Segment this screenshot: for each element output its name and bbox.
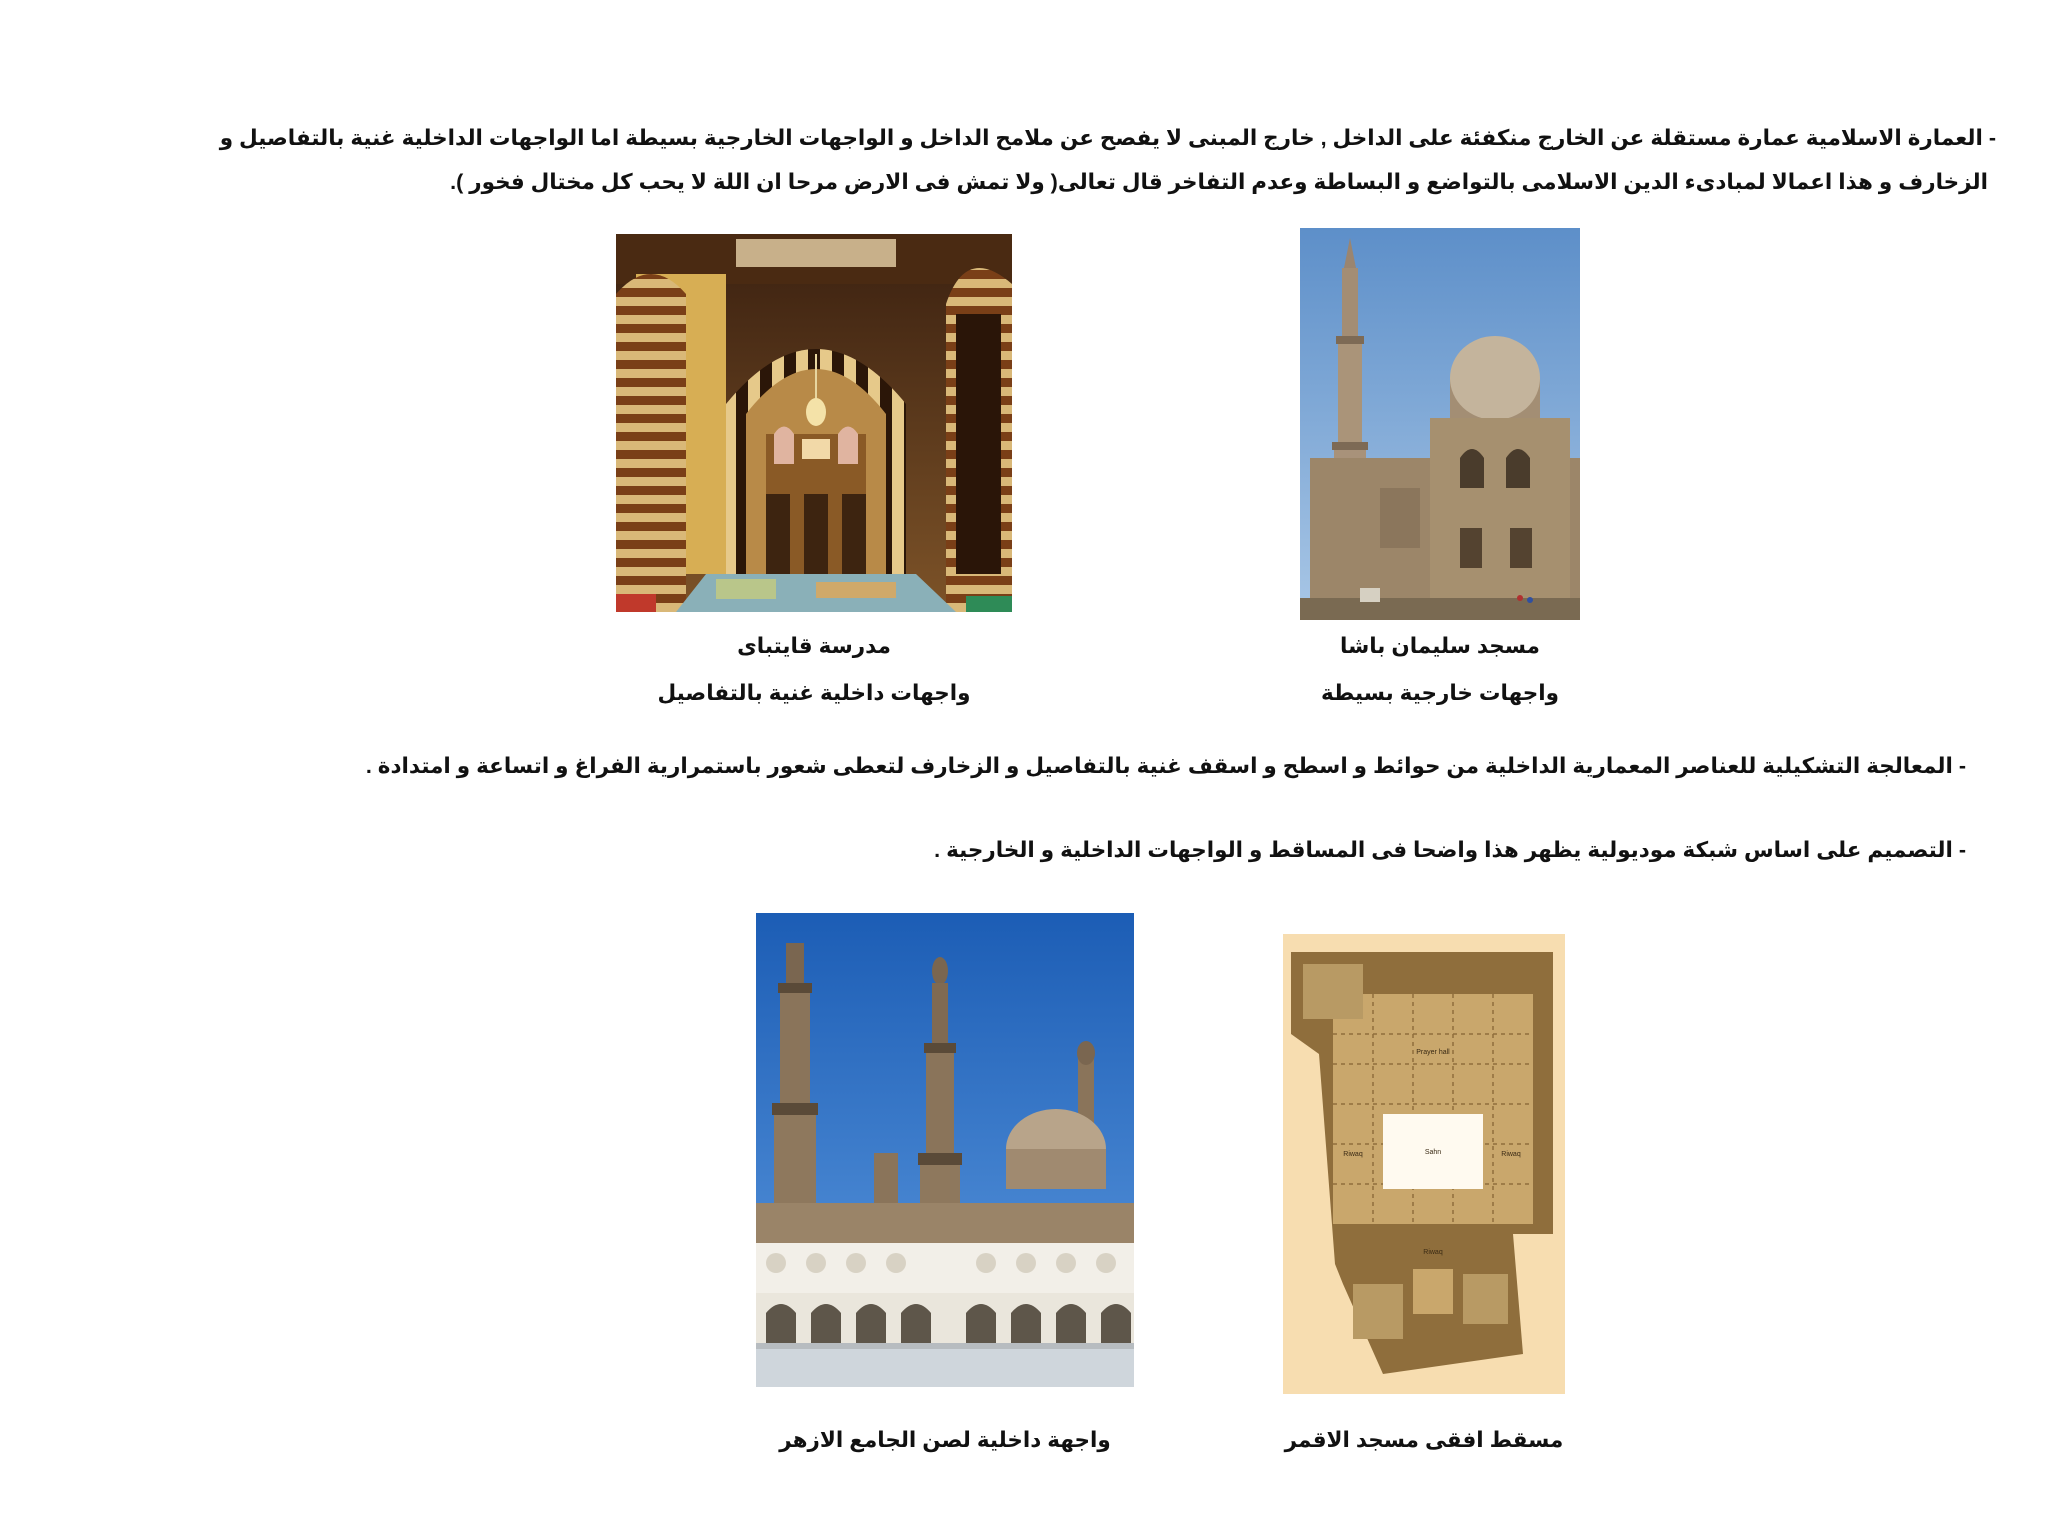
suleiman-caption-description: واجهات خارجية بسيطة (1320, 681, 1559, 705)
al-aqmar-mosque-plan (1283, 934, 1565, 1394)
plan-label-riwaq-left: Riwaq (1343, 1151, 1363, 1158)
suleiman-pasha-mosque-photo (1300, 228, 1580, 620)
intro-line-1: - العمارة الاسلامية عمارة مستقلة عن الخارج منكفئة على الداخل , خارج المبنى لا يفصح عن ملامح الداخل و الواجهات الخارجية بسيطة اما الواجهات الداخلية غنية بالتفاصيل و (219, 126, 1996, 150)
plan-label-riwaq-right: Riwaq (1501, 1151, 1521, 1158)
suleiman-caption-title: مسجد سليمان باشا (1340, 634, 1540, 658)
qaitbay-caption-description: واجهات داخلية غنية بالتفاصيل (657, 681, 971, 705)
intro-line-2: الزخارف و هذا اعمالا لمبادىء الدين الاسلامى بالتواضع و البساطة وعدم التفاخر قال تعالى( ولا تمش فى الارض مرحا ان اللة لا يحب كل مختال فخور ). (450, 170, 1988, 194)
qaitbay-madrasa-interior-photo (616, 234, 1012, 612)
al-azhar-caption: واجهة داخلية لصن الجامع الازهر (779, 1428, 1111, 1452)
al-azhar-courtyard-photo (756, 913, 1134, 1387)
plan-label-prayer-hall: Prayer hall (1416, 1049, 1450, 1056)
bullet-modular-grid: - التصميم على اساس شبكة موديولية يظهر هذا واضحا فى المساقط و الواجهات الداخلية و الخارجية . (934, 838, 1966, 862)
al-aqmar-caption: مسقط افقى مسجد الاقمر (1284, 1428, 1564, 1452)
bullet-interior-treatment: - المعالجة التشكيلية للعناصر المعمارية الداخلية من حوائط و اسطح و اسقف غنية بالتفاصيل و الزخارف لتعطى شعور باستمرارية الفراغ و اتساعة و امتدادة . (365, 754, 1966, 778)
plan-label-riwaq-bottom: Riwaq (1423, 1249, 1443, 1256)
plan-label-sahn: Sahn (1424, 1149, 1442, 1156)
qaitbay-caption-title: مدرسة قايتباى (737, 634, 891, 658)
